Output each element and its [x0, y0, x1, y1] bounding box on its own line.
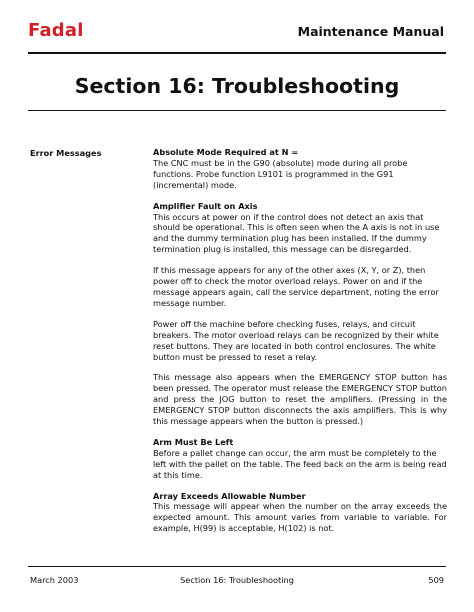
footer-page-number: 509 [428, 575, 444, 585]
footer-date: March 2003 [30, 575, 79, 585]
header-rule [28, 52, 446, 54]
title-rule [28, 110, 446, 111]
entry-body: The CNC must be in the G90 (absolute) mode during all probe functions. Probe function L9101 is programmed in the G91 (incremental) mode. [153, 157, 408, 190]
entry-title: Arm Must Be Left [153, 436, 234, 447]
entry-body: Before a pallet change can occur, the arm must be completely to the left with the pallet on the table. The feed back on the arm is being read at this time. [153, 447, 447, 480]
entry-title: Array Exceeds Allowable Number [153, 490, 306, 501]
entry-title: Absolute Mode Required at N = [153, 147, 299, 157]
entry-title: Amplifier Fault on Axis [153, 200, 258, 211]
entry-body: This message will appear when the number on the array exceeds the expected amount. This amount varies from variable to variable. For example, H(99) is acceptable, H(102) is not. [153, 501, 447, 534]
main-content [153, 147, 447, 544]
entry-amplifier-fault [153, 201, 447, 256]
entry-arm-must-be-left [153, 437, 447, 481]
entry-array-exceeds [153, 491, 447, 535]
footer-section: Section 16: Troubleshooting [180, 575, 294, 585]
fadal-logo: Fadal [28, 20, 84, 41]
footer-rule [28, 566, 446, 567]
entry-absolute-mode [153, 147, 447, 191]
section-title: Section 16: Troubleshooting [74, 74, 400, 98]
paragraph: This message also appears when the EMERGENCY STOP button has been pressed. The operator must release the EMERGENCY STOP button and press the JOG button to reset the amplifiers. (Pressing in the EMERGENCY STOP button disconnects the axis amplifiers. This is why this message appears when the button is pressed.) [153, 372, 447, 427]
paragraph: If this message appears for any of the other axes (X, Y, or Z), then power off to check the motor overload relays. Power on and if the message appears again, call the service department, noting the error message number. [153, 265, 439, 308]
side-label-error-messages: Error Messages [30, 148, 102, 158]
manual-title: Maintenance Manual [297, 24, 444, 39]
paragraph: Power off the machine before checking fuses, relays, and circuit breakers. The motor overload relays can be recognized by their white reset buttons. They are located in both control enclosures. The white button must be pressed to reset a relay. [153, 318, 439, 362]
entry-body: This occurs at power on if the control does not detect an axis that should be operational. This is often seen when the A axis is not in use and the dummy termination plug has been installed. If the dummy termination plug is installed, this message can be disregarded. [153, 211, 440, 255]
